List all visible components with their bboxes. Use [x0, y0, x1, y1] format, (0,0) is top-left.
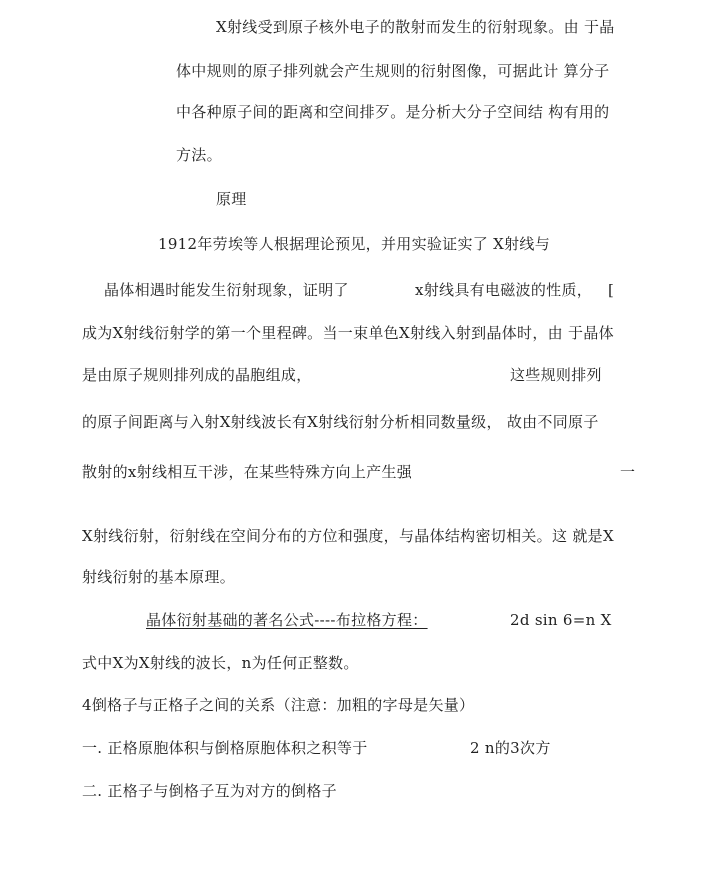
principle-line-8: 射线衍射的基本原理。 [82, 568, 236, 586]
reciprocal-item-1a: 一. 正格原胞体积与倒格原胞体积之积等于 [82, 739, 368, 757]
principle-line-3: 成为X射线衍射学的第一个里程碑。当一束单色X射线入射到晶体时，由 于晶体 [82, 324, 614, 342]
principle-line-7: X射线衍射，衍射线在空间分布的方位和强度，与晶体结构密切相关。这 就是X [82, 527, 614, 545]
principle-heading: 原理 [216, 190, 247, 208]
principle-line-2c: [ [608, 281, 615, 299]
bragg-formula: 2d sin 6=n X [510, 611, 612, 629]
principle-line-4a: 是由原子规则排列成的晶胞组成， [82, 366, 312, 384]
intro-line-3: 中各种原子间的距离和空间排歹。是分析大分子空间结 构有用的 [176, 103, 610, 121]
principle-line-5: 的原子间距离与入射X射线波长有X射线衍射分析相同数量级， 故由不同原子 [82, 413, 599, 431]
principle-line-6a: 散射的x射线相互干涉，在某些特殊方向上产生强 [82, 463, 413, 481]
principle-line-2b: x射线具有电磁波的性质， [415, 281, 593, 299]
reciprocal-heading: 4倒格子与正格子之间的关系（注意：加粗的字母是矢量） [82, 696, 475, 714]
intro-line-4: 方法。 [176, 146, 222, 164]
principle-line-6b: 一 [620, 463, 636, 481]
bragg-note: 式中X为X射线的波长，n为任何正整数。 [82, 654, 359, 672]
reciprocal-item-2: 二. 正格子与倒格子互为对方的倒格子 [82, 782, 337, 800]
principle-line-4b: 这些规则排列 [510, 366, 602, 384]
bragg-label: 晶体衍射基础的著名公式----布拉格方程： [146, 611, 428, 629]
principle-line-1: 1912年劳埃等人根据理论预见，并用实验证实了 X射线与 [158, 235, 551, 253]
intro-line-2: 体中规则的原子排列就会产生规则的衍射图像，可据此计 算分子 [176, 62, 610, 80]
principle-line-2a: 晶体相遇时能发生衍射现象，证明了 [104, 281, 349, 299]
intro-line-1: X射线受到原子核外电子的散射而发生的衍射现象。由 于晶 [216, 18, 615, 36]
reciprocal-item-1b: 2 n的3次方 [470, 739, 551, 757]
